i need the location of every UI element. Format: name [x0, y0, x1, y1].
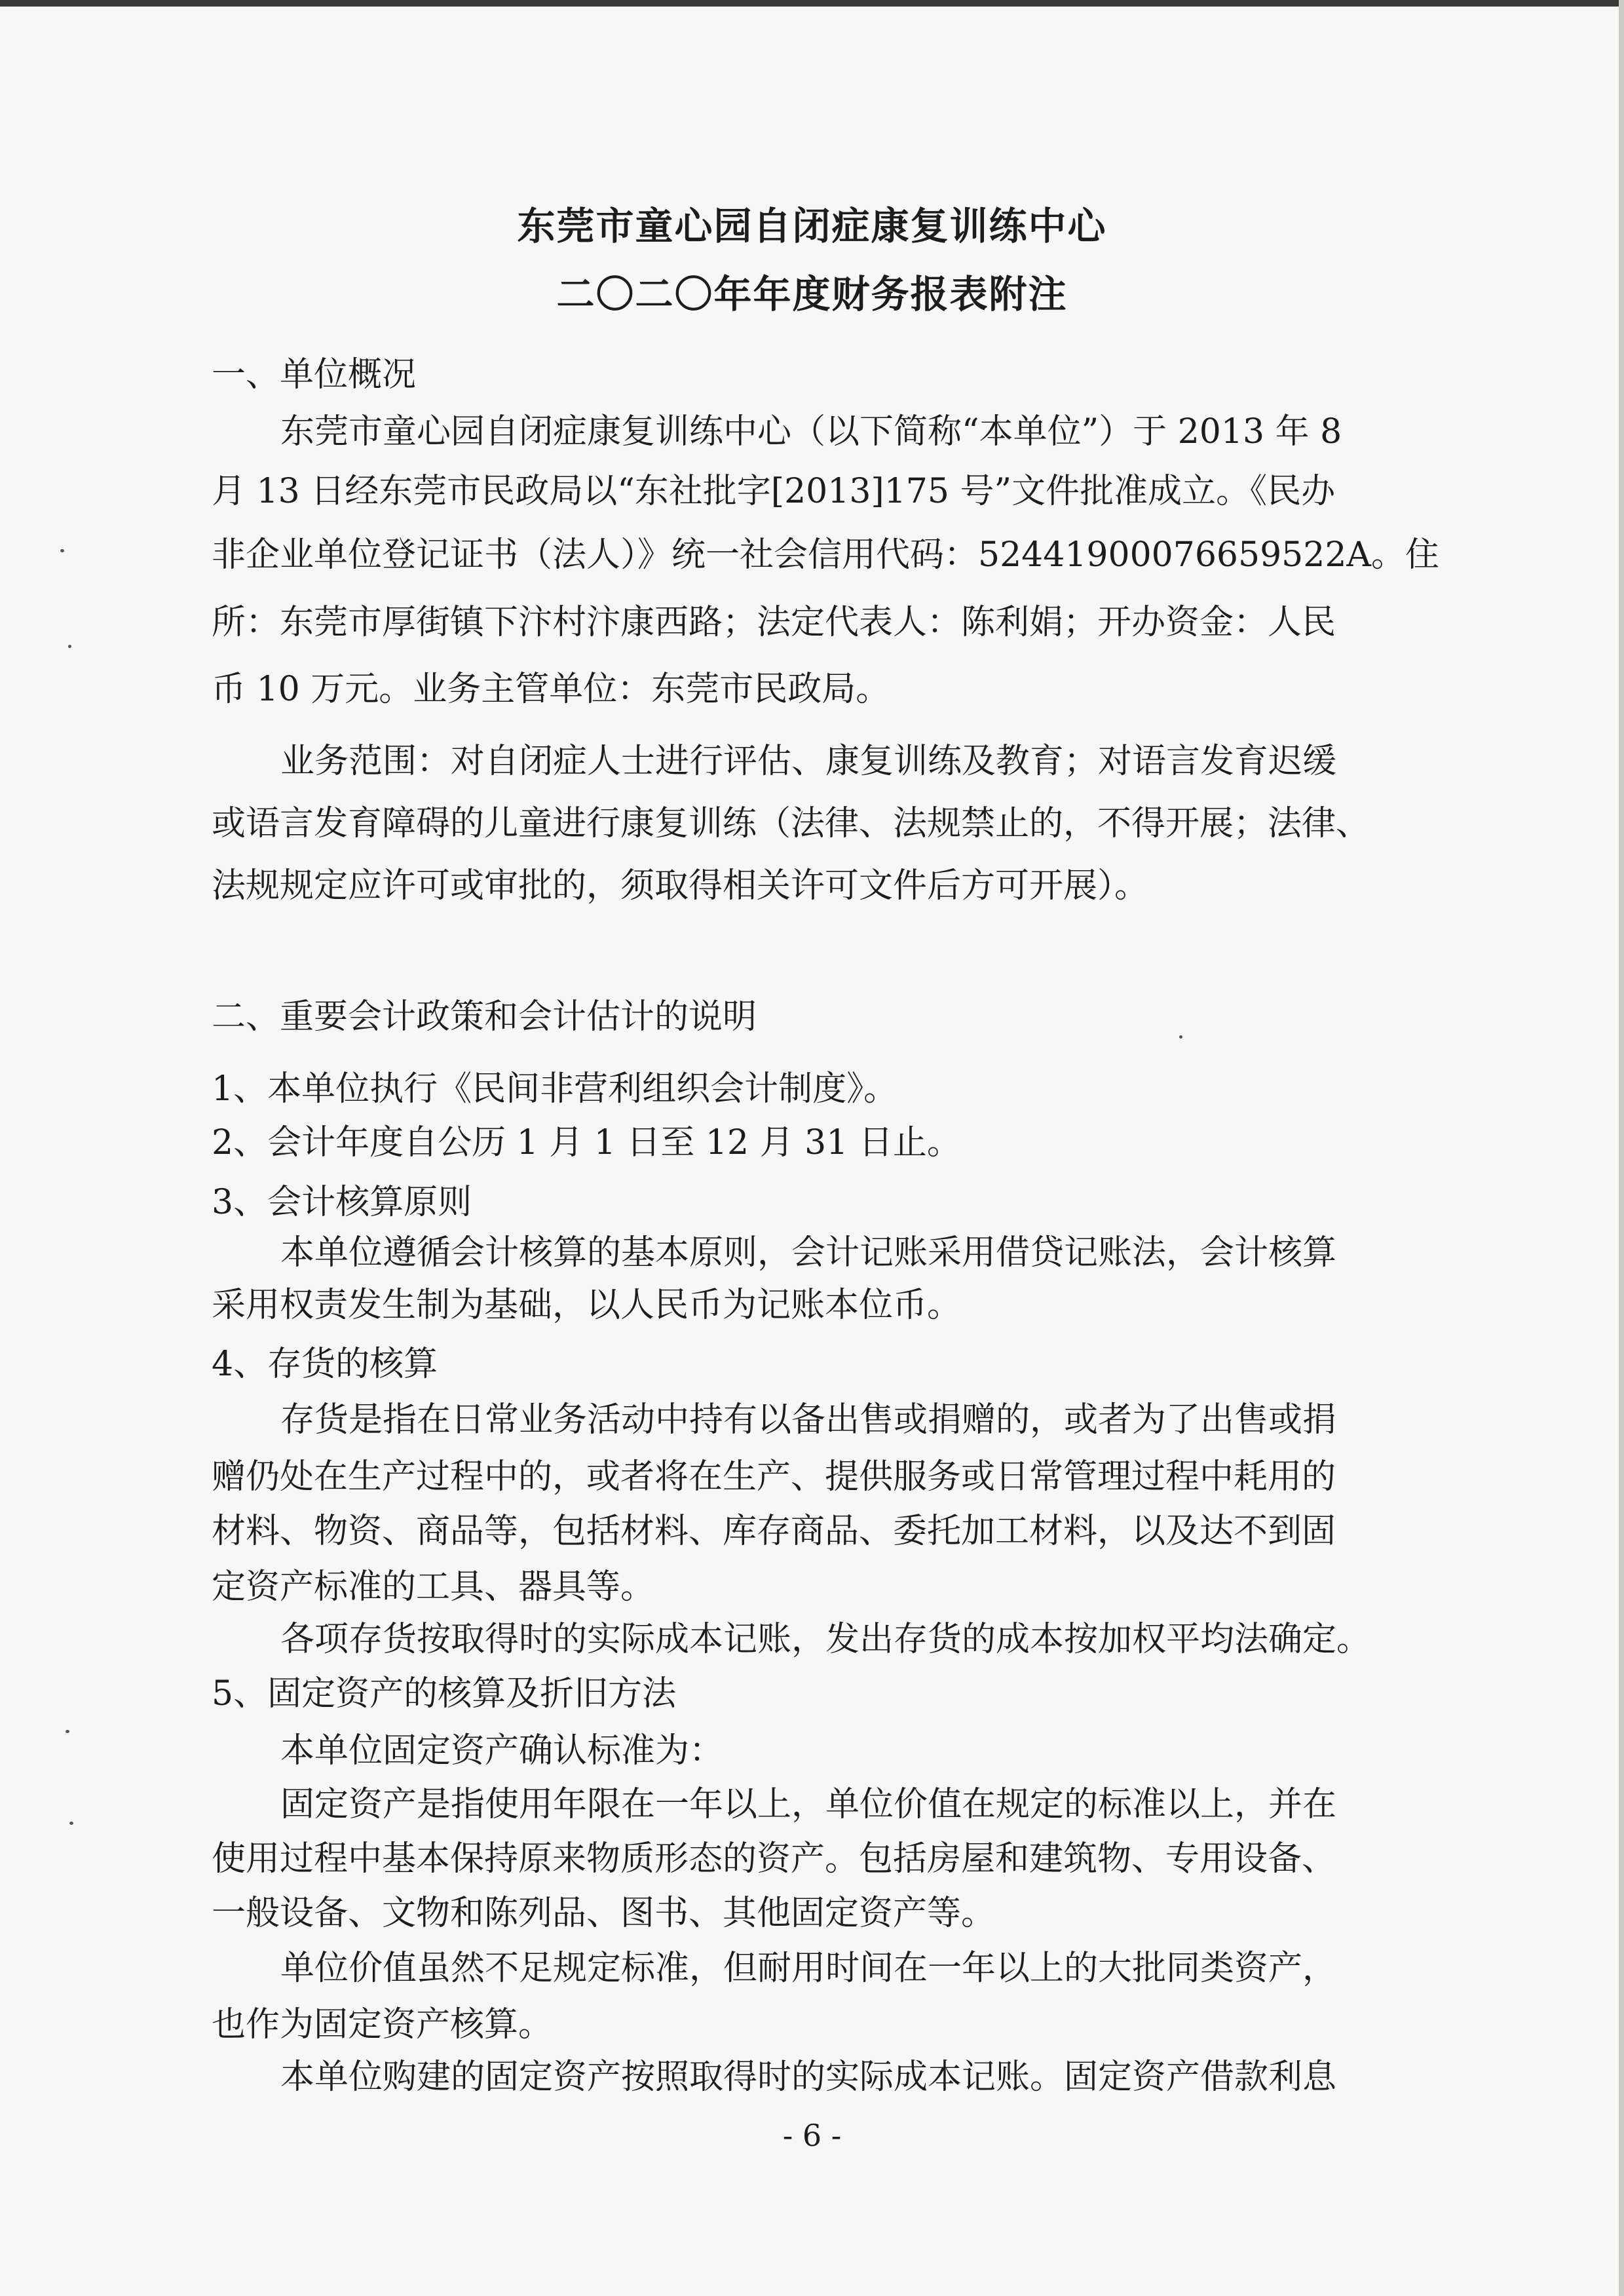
paragraph-line: 使用过程中基本保持原来物质形态的资产。包括房屋和建筑物、专用设备、 — [212, 1839, 1336, 1879]
scan-speck — [1179, 1035, 1182, 1039]
scan-edge-right — [1619, 0, 1624, 2296]
scan-speck — [68, 645, 71, 648]
paragraph-line: 固定资产是指使用年限在一年以上，单位价值在规定的标准以上，并在 — [280, 1785, 1337, 1824]
paragraph-line: 或语言发育障碍的儿童进行康复训练（法律、法规禁止的，不得开展；法律、 — [212, 804, 1370, 843]
paragraph-line: 币 10 万元。业务主管单位：东莞市民政局。 — [212, 670, 890, 709]
paragraph-line: 存货是指在日常业务活动中持有以备出售或捐赠的，或者为了出售或捐 — [280, 1400, 1337, 1440]
paragraph-line: 东莞市童心园自闭症康复训练中心（以下简称“本单位”）于 2013 年 8 — [280, 412, 1342, 451]
paragraph-line: 法规规定应许可或审批的，须取得相关许可文件后方可开展）。 — [212, 866, 1149, 906]
paragraph-line: 定资产标准的工具、器具等。 — [212, 1567, 655, 1607]
paragraph-line: 也作为固定资产核算。 — [212, 2005, 553, 2044]
list-item: 2、会计年度自公历 1 月 1 日至 12 月 31 日止。 — [212, 1123, 961, 1162]
scan-speck — [60, 549, 64, 552]
list-item: 4、存货的核算 — [212, 1345, 438, 1384]
paragraph-line: 本单位固定资产确认标准为： — [280, 1731, 724, 1770]
paragraph-line: 各项存货按取得时的实际成本记账，发出存货的成本按加权平均法确定。 — [280, 1620, 1371, 1659]
scan-speck — [69, 1822, 73, 1825]
paragraph-line: 月 13 日经东莞市民政局以“东社批字[2013]175 号”文件批准成立。《民办 — [212, 472, 1336, 511]
paragraph-line: 材料、物资、商品等，包括材料、库存商品、委托加工材料，以及达不到固 — [212, 1512, 1336, 1551]
document-title: 东莞市童心园自闭症康复训练中心 — [517, 204, 1107, 248]
scan-edge-top — [0, 0, 1624, 7]
list-item: 3、会计核算原则 — [212, 1183, 472, 1222]
paragraph-line: 非企业单位登记证书（法人）》统一社会信用代码：52441900076659522A。住 — [212, 535, 1439, 575]
document-subtitle: 二〇二〇年年度财务报表附注 — [556, 272, 1068, 316]
list-item: 1、本单位执行《民间非营利组织会计制度》。 — [212, 1069, 898, 1109]
paragraph-line: 所：东莞市厚街镇下汴村汴康西路；法定代表人：陈利娟；开办资金：人民 — [212, 603, 1336, 642]
paragraph-line: 本单位遵循会计核算的基本原则，会计记账采用借贷记账法，会计核算 — [280, 1233, 1337, 1272]
paragraph-line: 赠仍处在生产过程中的，或者将在生产、提供服务或日常管理过程中耗用的 — [212, 1457, 1336, 1497]
paragraph-line: 本单位购建的固定资产按照取得时的实际成本记账。固定资产借款利息 — [280, 2057, 1337, 2097]
section-heading-policies: 二、重要会计政策和会计估计的说明 — [212, 997, 757, 1037]
paragraph-line: 采用权责发生制为基础，以人民币为记账本位币。 — [212, 1286, 962, 1325]
paragraph-line: 业务范围：对自闭症人士进行评估、康复训练及教育；对语言发育迟缓 — [280, 742, 1337, 781]
scan-speck — [66, 1730, 69, 1733]
section-heading-overview: 一、单位概况 — [212, 355, 417, 394]
page-number: - 6 - — [782, 2118, 842, 2153]
paragraph-line: 单位价值虽然不足规定标准，但耐用时间在一年以上的大批同类资产， — [280, 1949, 1337, 1988]
paragraph-line: 一般设备、文物和陈列品、图书、其他固定资产等。 — [212, 1894, 996, 1933]
list-item: 5、固定资产的核算及折旧方法 — [212, 1674, 677, 1713]
